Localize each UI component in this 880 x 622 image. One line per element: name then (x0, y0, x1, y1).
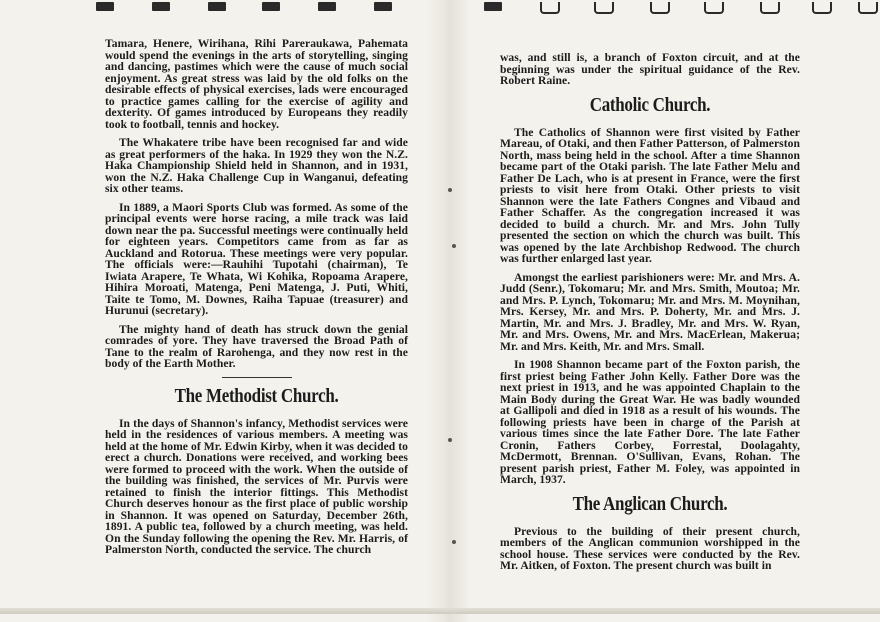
paragraph: The Whakatere tribe have been recognised far and wide as great performers of the haka. In 1929 they won the N.Z. Haka Championship Shield held in Shannon, and in 1931, won the N.Z. Haka Challenge Cup in Wanganui, defeating six other teams. (105, 136, 408, 195)
paragraph: The mighty hand of death has struck down the genial comrades of yore. They have traversed the Broad Path of Tane to the realm of Rarohenga, and they now rest in the body of the Earth Mother. (105, 322, 408, 370)
binding-tab (262, 2, 280, 11)
section-heading-catholic: Catholic Church. (589, 93, 711, 115)
binding-hook (760, 2, 780, 14)
paragraph: In 1889, a Maori Sports Club was formed. As some of the principal events were horse racing, a mile track was laid down near the pa. Successful meetings were continually held for eighteen years. Competitors came from as far as Auckland and Rotorua. These meetings were very popular. The officials were:—Rauhihi Tupotahi (chairman), Te Iwiata Arapere, Te Whata, Wi Kohika, Ropoama Arapere, Hihira Moroati, Matenga, Peni Matenga, J. Puti, Whiti, Taite te Tomo, M. Downes, Raiha Tapuae (treasurer) and Hurunui (secretary). (105, 200, 408, 317)
paragraph: In the days of Shannon's infancy, Methodist services were held in the residences of various members. A meeting was held at the home of Mr. Edwin Kirby, when it was decided to erect a church. Donations were received, and working bees were formed to proceed with the work. When the outside of the building was finished, the services of Mr. Purvis were retained to finish the interior fittings. This Methodist Church deserves honour as the first place of public worship in Shannon. It was opened on Saturday, December 26th, 1891. A public tea, followed by a church meeting, was held. On the Sunday following the opening the Rev. Mr. Harris, of Palmerston North, conducted the service. The church (105, 416, 408, 556)
binding-hook (540, 2, 560, 14)
left-page-column (105, 38, 408, 563)
paragraph: The Catholics of Shannon were first visited by Father Mareau, of Otaki, and then Father Patterson, of Palmerston North, mass being held in the school. After a time Shannon became part of the Otaki parish. The late Father Melu and Father De Lach, who is at present in France, were the first priests to visit here from Otaki. Other priests to visit Shannon were the late Fathers Congnes and Vibaud and Father Schaffer. As the congregation increased it was decided to build a church. Mr. and Mrs. John Tully presented the section on which the church was built. This was opened by the late Archbishop Redwood. The church was further enlarged last year. (500, 125, 800, 265)
paragraph: In 1908 Shannon became part of the Foxton parish, the first priest being Father John Kelly. Father Dore was the next priest in 1913, and he was appointed Chaplain to the Main Body during the Great War. He was badly wounded at Gallipoli and died in 1918 as a result of his wounds. The following priests have been in charge of the Parish at various times since the late Father Dore. The late Father Cronin, Fathers Corbey, Forrestal, Doolagahty, McDermott, Brennan. O'Sullivan, Evans, Rohan. The present parish priest, Father M. Foley, was appointed in March, 1937. (500, 358, 800, 486)
binding-hole (452, 244, 456, 248)
paragraph: was, and still is, a branch of Foxton circuit, and at the beginning was under the spiritual guidance of the Rev. Robert Raine. (500, 51, 800, 87)
binding-tab (96, 2, 114, 11)
right-page-column (500, 52, 800, 579)
binding-hook (704, 2, 724, 14)
binding-tab (484, 2, 502, 11)
binding-tab (318, 2, 336, 11)
binding-tab (374, 2, 392, 11)
page-bottom-edge (0, 608, 880, 614)
binding-hook (812, 2, 832, 14)
binding-hole (448, 438, 452, 442)
paragraph: Previous to the building of their present church, members of the Anglican communion worshipped in the school house. These services were conducted by the Rev. Mr. Aitken, of Foxton. The present church was built in (500, 524, 800, 572)
section-heading-anglican: The Anglican Church. (572, 492, 728, 514)
binding-hook (858, 2, 878, 14)
section-heading-methodist: The Methodist Church. (174, 384, 339, 406)
binding-hook (650, 2, 670, 14)
paragraph: Amongst the earliest parishioners were: Mr. and Mrs. A. Judd (Senr.), Tokomaru; Mr. and Mrs. Smith, Moutoa; Mr. and Mrs. P. Lynch, Tokomaru; Mr. and Mrs. M. Moynihan, Mrs. Kersey, Mr. and Mrs. P. Doherty, Mr. and Mrs. J. Martin, Mr. and Mrs. J. Bradley, Mr. and Mrs. W. Ryan, Mr. and Mrs. Owens, Mr. and Mrs. MacErlean, Makerua; Mr. and Mrs. Keith, Mr. and Mrs. Small. (500, 270, 800, 353)
binding-hook (594, 2, 614, 14)
binding-tab (152, 2, 170, 11)
binding-tab (208, 2, 226, 11)
paragraph: Tamara, Henere, Wirihana, Rihi Pareraukawa, Pahemata would spend the evenings in the arts of storytelling, singing and dancing, pastimes which were the cause of much social enjoyment. As great stress was laid by the old folks on the desirable effects of physical exercises, lads were encouraged to practice games calling for the exercise of agility and dexterity. Of games introduced by Europeans they readily took to football, tennis and hockey. (105, 37, 408, 131)
page-gutter (426, 0, 470, 622)
binding-hole (452, 540, 456, 544)
binding-hole (448, 188, 452, 192)
section-divider (222, 377, 292, 378)
